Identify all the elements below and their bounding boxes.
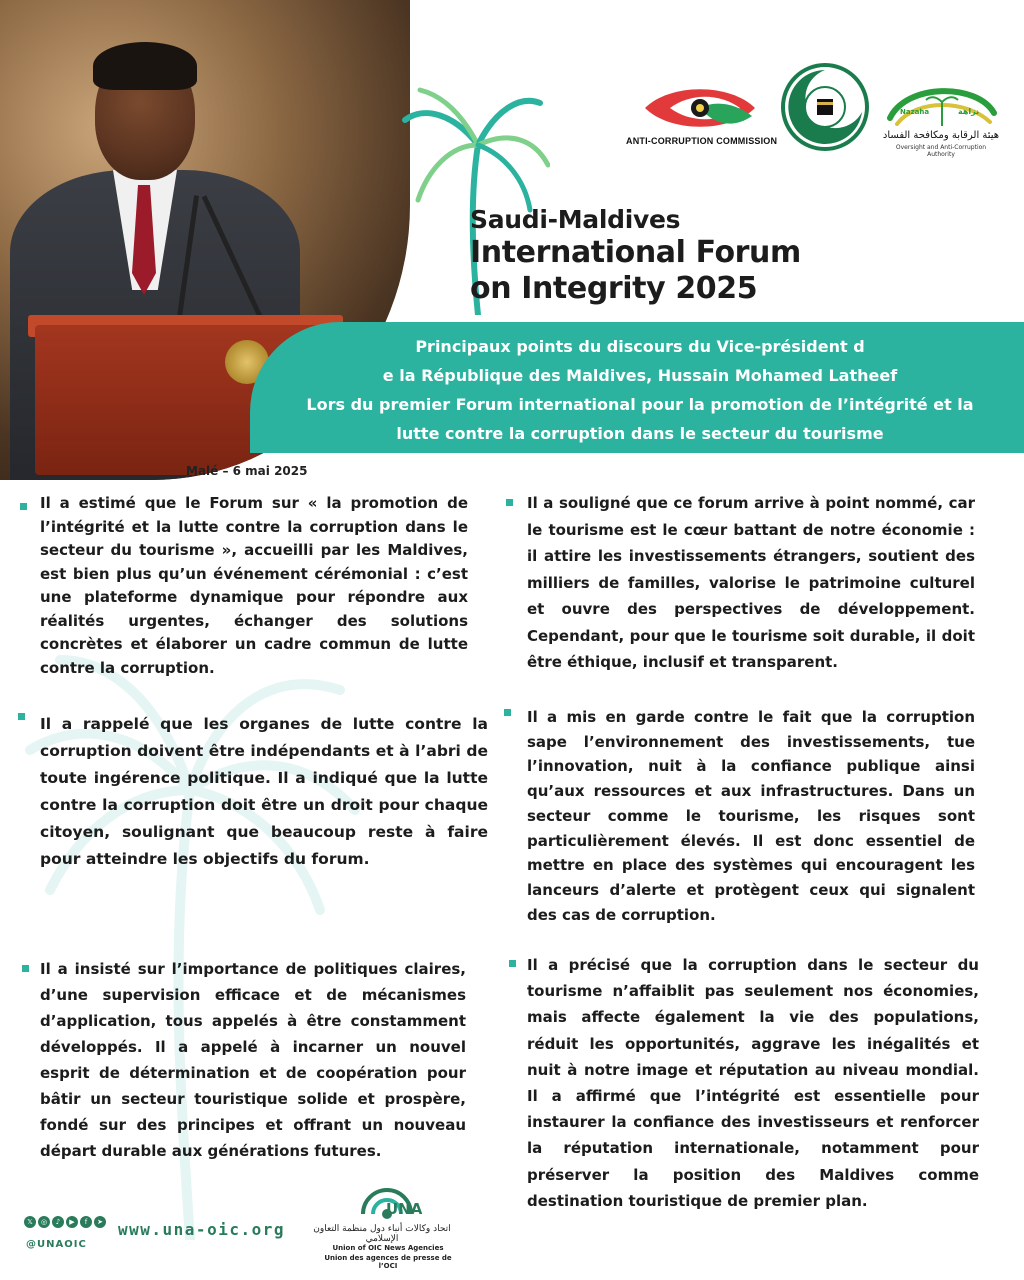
speaker-hair [93, 42, 197, 90]
headline-text [260, 332, 1020, 448]
facebook-icon[interactable]: f [80, 1216, 92, 1228]
point-2-text: Il a rappelé que les organes de lutte contre la corruption doivent être indépendants et à l’abri de toute ingérence politique. Il a indiqué que la lutte contre la corruption doit être un droit pour chaque citoyen, soulignant que beaucoup reste à faire pour atteindre les objectifs du forum. [40, 715, 488, 868]
nazaha-english-name: Oversight and Anti-Corruption Authority [895, 144, 987, 158]
point-3 [40, 956, 466, 1164]
una-french-name: Union des agences de presse de l’OCI [324, 1254, 452, 1270]
point-1-text: Il a estimé que le Forum sur « la promotion de l’intégrité et la lutte contre la corruption dans le secteur du tourisme », accueilli par les Maldives, est bien plus qu’un événement cérémonial : c’est une plateforme dynamique pour répondre aux réalités urgentes, échanger des solutions concrètes et élaborer un cadre commun de lutte contre la corruption. [40, 494, 468, 677]
bullet-icon [18, 713, 25, 720]
point-1 [40, 492, 468, 680]
una-arabic-name: اتحاد وكالات أنباء دول منظمة التعاون الإسلامي [313, 1224, 451, 1244]
title-line-2: International Forum [470, 235, 801, 270]
bullet-icon [504, 709, 511, 716]
title-line-1: Saudi-Maldives [470, 205, 681, 234]
point-6-text: Il a précisé que la corruption dans le secteur du tourisme n’affaiblit pas seulement nos économies, mais affecte également la vie des populations, réduit les opportunités, aggrave les inégalités et nuit à notre image et réputation au niveau mondial. Il a affirmé que l’intégrité est essentielle pour instaurer la confiance des investisseurs et renforcer la réputation internationale, notamment pour préserver la position des Maldives comme destination touristique de premier plan. [527, 956, 979, 1210]
forum-title [470, 205, 801, 307]
telegram-icon[interactable]: ➤ [94, 1216, 106, 1228]
bullet-icon [22, 965, 29, 972]
point-6 [527, 952, 979, 1214]
point-3-text: Il a insisté sur l’importance de politiques claires, d’une supervision efficace et de mécanismes d’application, tous appelés à être constamment développés. Il a appelé à incarner un nouvel esprit de détermination et de coopération pour bâtir un secteur touristique solide et prospère, fondé sur des principes et offrant un nouveau départ durable aux générations futures. [40, 960, 466, 1160]
nazaha-ar-word: نزاهة [958, 107, 980, 116]
bullet-icon [509, 960, 516, 967]
point-4 [527, 490, 975, 676]
headline-line-1: Principaux points du discours du Vice-président d [415, 337, 865, 356]
youtube-icon[interactable]: ▶ [66, 1216, 78, 1228]
partner-logos [620, 60, 1000, 160]
social-icons [24, 1216, 106, 1228]
point-5-text: Il a mis en garde contre le fait que la corruption sape l’environnement des investissements, tue l’innovation, nuit à la confiance publique ainsi qu’aux ressources et aux infrastructures. Dans un secteur comme le tourisme, les risques sont particulièrement élevés. Il est donc essentiel de mettre en place des systèmes qui encouragent les lanceurs d’alerte et protègent ceux qui signalent des cas de corruption. [527, 708, 975, 924]
nazaha-en-word: Nazaha [900, 108, 930, 116]
una-name: UNA [386, 1200, 423, 1218]
point-5 [527, 705, 975, 927]
point-4-text: Il a souligné que ce forum arrive à point nommé, car le tourisme est le cœur battant de notre économie : il attire les investissements étrangers, soutient des milliers de familles, valorise le patrimoine culturel et ouvre des perspectives de développement. Cependant, pour que le tourisme soit durable, il doit être éthique, inclusif et transparent. [527, 494, 975, 671]
dateline: Malé – 6 mai 2025 [186, 464, 308, 478]
headline-line-3: Lors du premier Forum international pour la promotion de l’intégrité et la [306, 395, 974, 414]
una-english-name: Union of OIC News Agencies [332, 1244, 444, 1252]
nazaha-arabic-name: هيئة الرقابة ومكافحة الفساد [882, 130, 1000, 141]
website-link[interactable]: www.una-oic.org [118, 1220, 285, 1239]
bullet-icon [20, 503, 27, 510]
headline-line-4: lutte contre la corruption dans le secteur du tourisme [396, 424, 884, 443]
instagram-icon[interactable]: ◎ [38, 1216, 50, 1228]
oic-logo-icon [780, 62, 870, 152]
headline-line-2: e la République des Maldives, Hussain Mohamed Latheef [382, 366, 898, 385]
tiktok-icon[interactable]: ♪ [52, 1216, 64, 1228]
social-handle[interactable]: @UNAOIC [26, 1239, 87, 1250]
title-line-3: on Integrity 2025 [470, 271, 758, 306]
anti-corruption-commission-logo-icon [640, 78, 760, 138]
acc-label: ANTI-CORRUPTION COMMISSION [626, 136, 778, 146]
point-2 [40, 711, 488, 873]
x-icon[interactable]: 𝕏 [24, 1216, 36, 1228]
bullet-icon [506, 499, 513, 506]
